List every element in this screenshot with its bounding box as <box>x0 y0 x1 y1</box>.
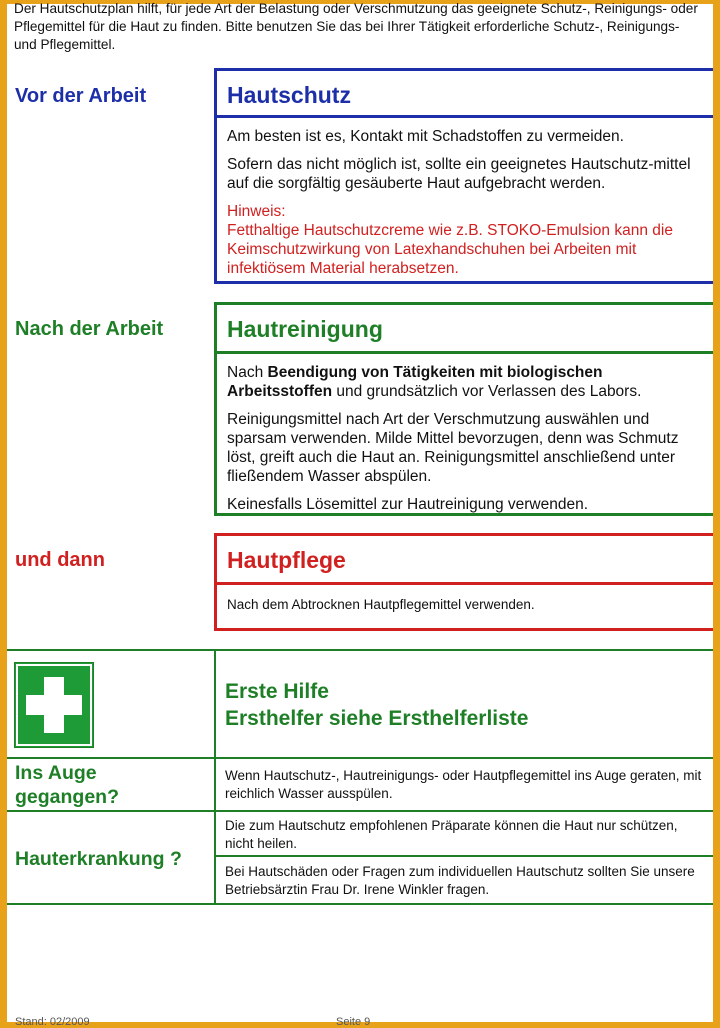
hautreinigung-box <box>214 302 713 516</box>
hautpflege-box <box>214 533 713 631</box>
first-aid-title: Erste Hilfe Ersthelfer siehe Ersthelferliste <box>225 680 529 730</box>
hautpflege-title: Hautpflege <box>227 547 346 573</box>
hautschutz-title: Hautschutz <box>227 82 351 108</box>
footer-page: Seite 9 <box>336 1016 371 1028</box>
hautreinigung-p3: Keinesfalls Lösemittel zur Hautreinigung verwenden. <box>227 496 589 513</box>
disease-text-1: Die zum Hautschutz empfohlenen Präparate können die Haut nur schützen, nicht heilen. <box>225 818 678 851</box>
hautschutz-note: Fetthaltige Hautschutzcreme wie z.B. STOKO-Emulsion kann die Keimschutzwirkung von Latexhandschuhen bei Arbeiten mit infektiösem Material herabsetzen. <box>227 222 673 277</box>
hautschutz-note-label: Hinweis: <box>227 203 286 220</box>
hautpflege-p1: Nach dem Abtrocknen Hautpflegemittel verwenden. <box>227 597 535 612</box>
divider <box>214 855 713 857</box>
hautschutz-p1: Am besten ist es, Kontakt mit Schadstoffen zu vermeiden. <box>227 128 624 145</box>
divider <box>7 649 713 651</box>
label-and-then: und dann <box>15 549 105 571</box>
label-eye: Ins Auge gegangen? <box>15 762 120 808</box>
divider <box>7 903 713 905</box>
hautreinigung-p2: Reinigungsmittel nach Art der Verschmutzung auswählen und sparsam verwenden. Milde Mittel bevorzugen, denn was Schmutz löst, greift auch die Haut an. Reinigungsmittel anschließend unter fließendem Wasser abspülen. <box>227 411 679 485</box>
hautreinigung-title: Hautreinigung <box>227 316 383 342</box>
disease-text-2: Bei Hautschäden oder Fragen zum individuellen Hautschutz sollten Sie unsere Betriebsärztin Frau Dr. Irene Winkler fragen. <box>225 864 695 897</box>
eye-text: Wenn Hautschutz-, Hautreinigungs- oder Hautpflegemittel ins Auge geraten, mit reichlich Wasser ausspülen. <box>225 768 702 801</box>
label-before-work: Vor der Arbeit <box>15 85 147 107</box>
divider <box>214 649 216 905</box>
label-after-work: Nach der Arbeit <box>15 318 164 340</box>
hautschutz-box <box>214 68 713 284</box>
divider <box>7 810 713 812</box>
label-skin-disease: Hauterkrankung ? <box>15 848 182 870</box>
hautreinigung-p1: Nach Beendigung von Tätigkeiten mit biologischen Arbeitsstoffen und grundsätzlich vor Verlassen des Labors. <box>227 364 642 400</box>
intro-text: Der Hautschutzplan hilft, für jede Art der Belastung oder Verschmutzung das geeignete Schutz-, Reinigungs- oder Pflegemittel für die Haut zu finden. Bitte benutzen Sie das bei Ihrer Tätigkeit erforderliche Schutz-, Reinigungs- und Pflegemittel. <box>14 1 698 52</box>
first-aid-cross-icon <box>14 662 94 748</box>
footer-date: Stand: 02/2009 <box>15 1016 90 1028</box>
divider <box>7 757 713 759</box>
hautschutz-p2: Sofern das nicht möglich ist, sollte ein geeignetes Hautschutz-mittel auf die sorgfältig gesäuberte Haut aufgebracht werden. <box>227 156 691 192</box>
